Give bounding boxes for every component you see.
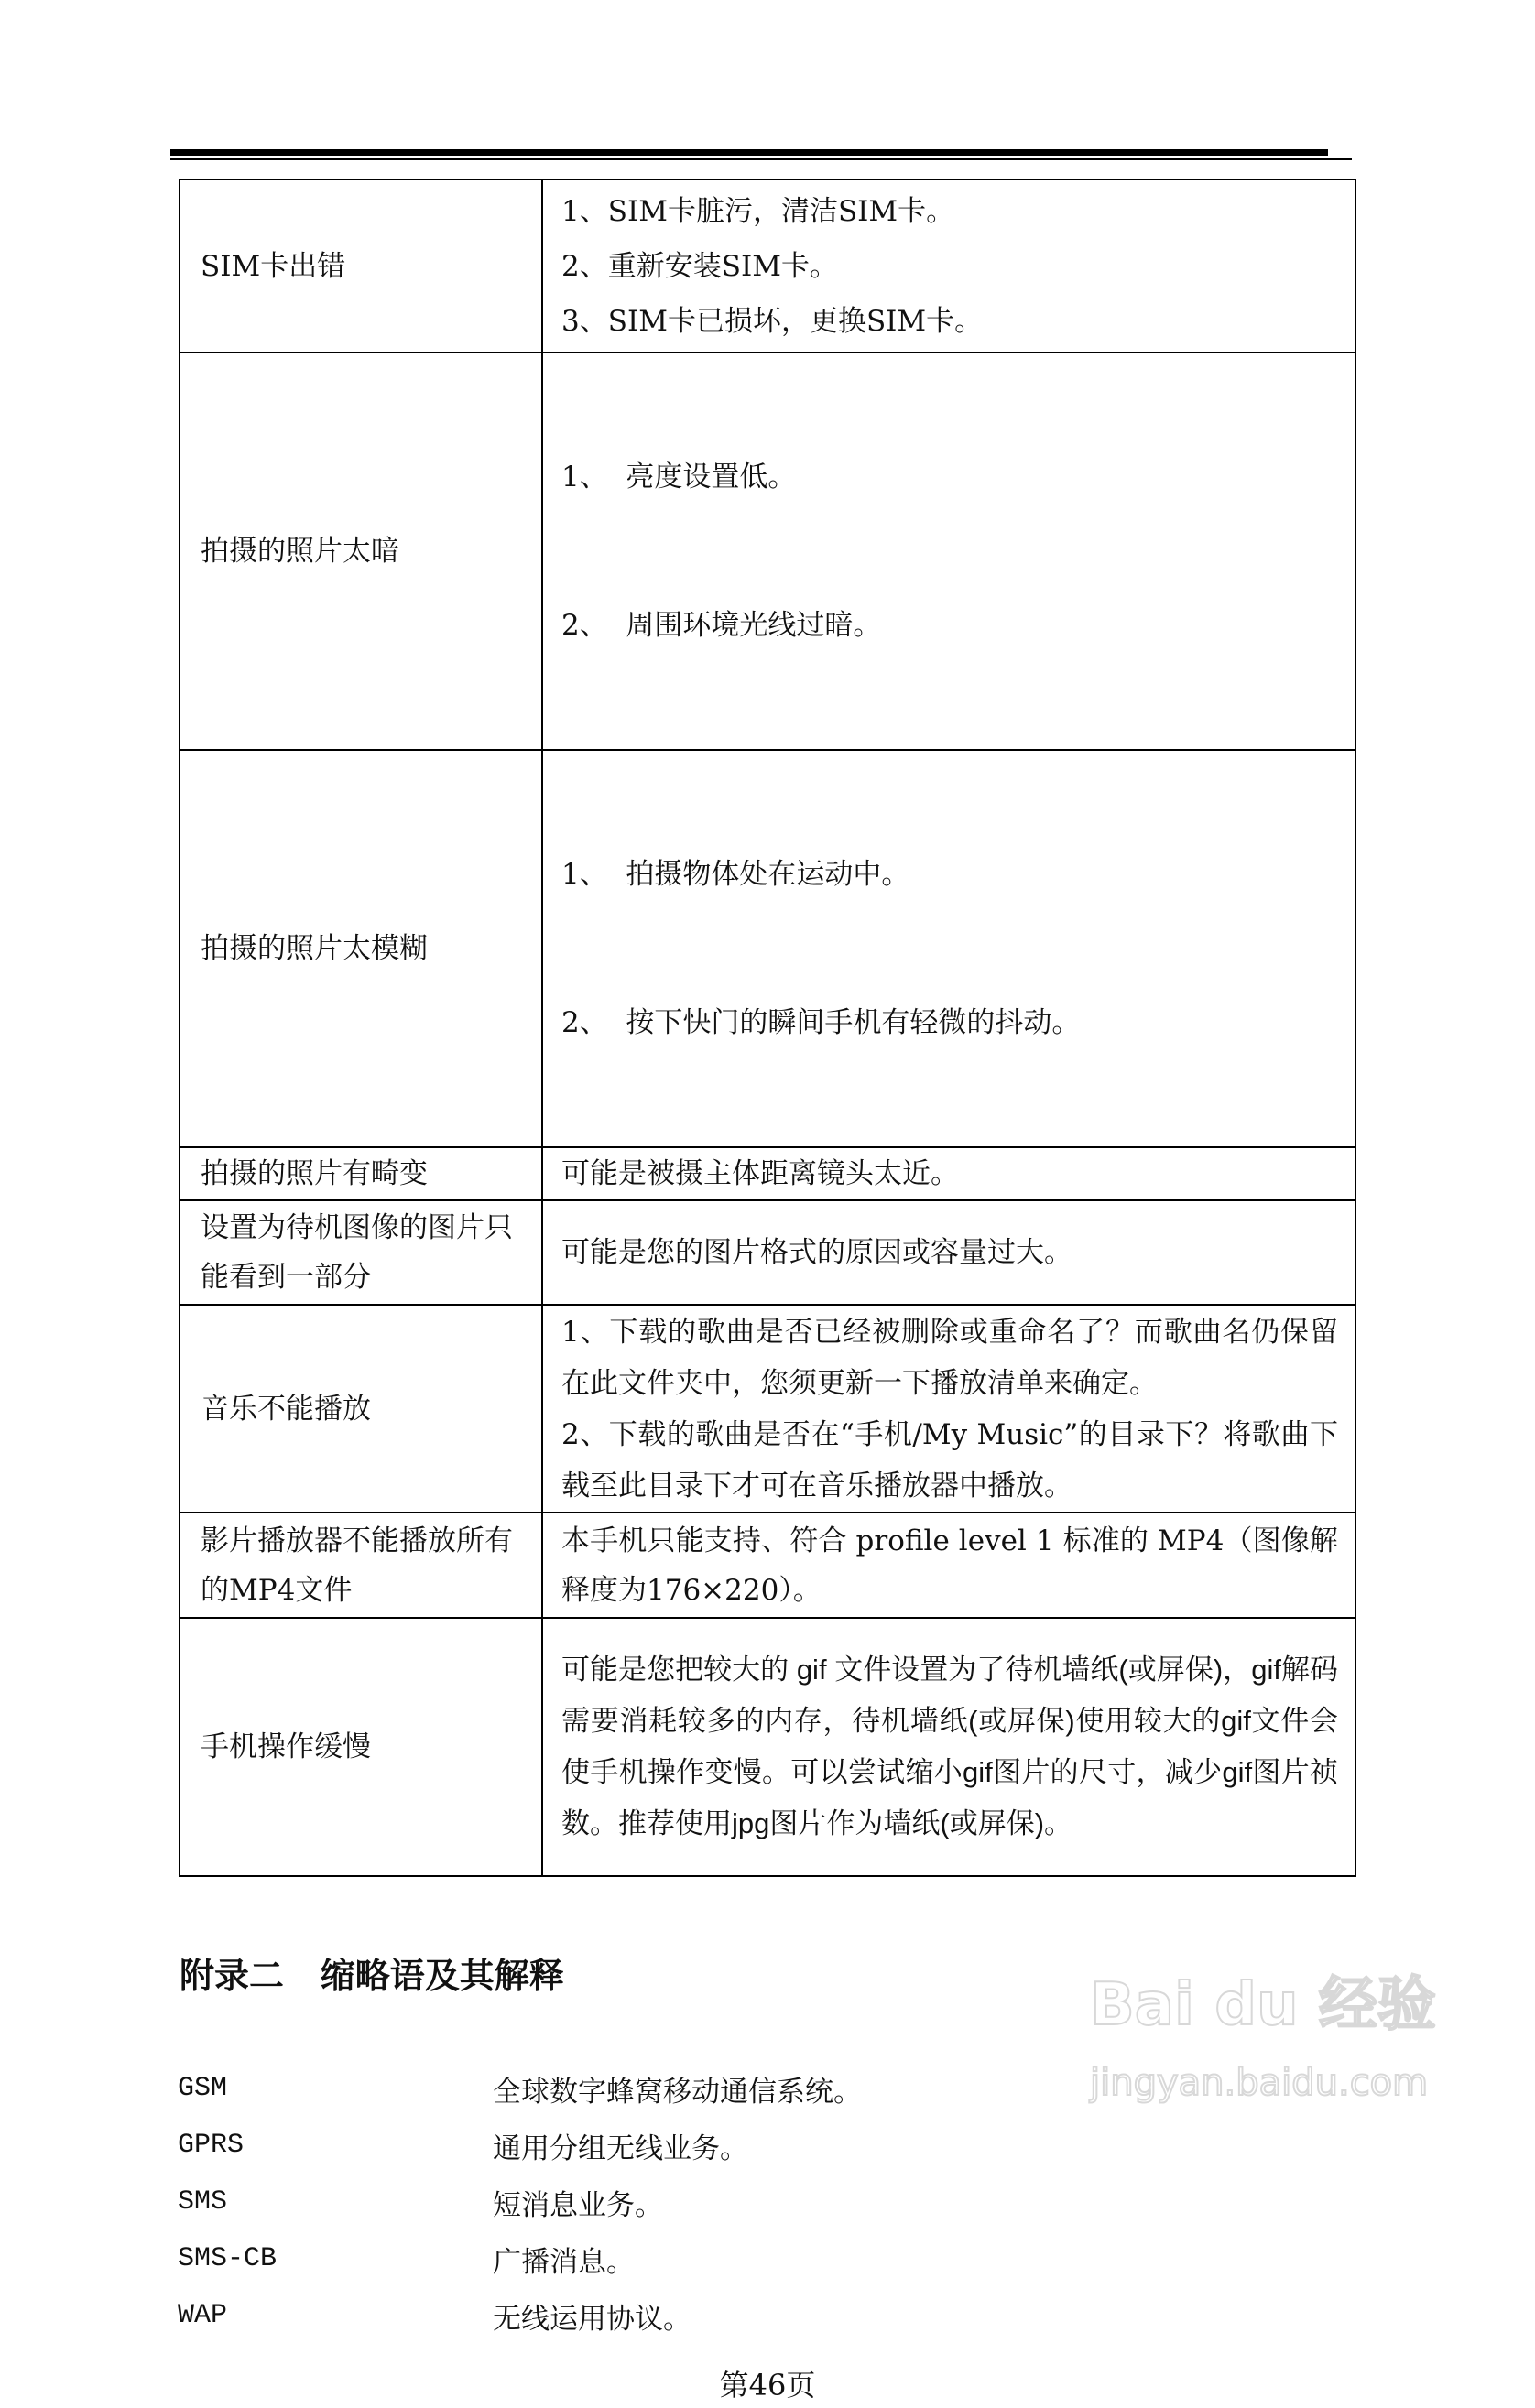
abbreviation: SMS-CB <box>178 2243 278 2274</box>
baidu-watermark-logo <box>1090 1950 1475 2133</box>
table-row <box>180 1200 1355 1305</box>
problem-cell: SIM卡出错 <box>180 179 542 353</box>
solution-cell: 可能是被摄主体距离镜头太近。 <box>542 1147 1355 1200</box>
solution-cell: 本手机只能支持、符合 profile level 1 标准的 MP4（图像解释度为176×220）。 <box>542 1513 1355 1618</box>
list-item <box>178 2287 1535 2344</box>
problem-cell: 手机操作缓慢 <box>180 1618 542 1876</box>
solution-line: 3、SIM卡已损坏，更换SIM卡。 <box>561 304 984 338</box>
solution-line: 2、 周围环境光线过暗。 <box>561 609 882 642</box>
solution-cell: 可能是您的图片格式的原因或容量过大。 <box>542 1200 1355 1305</box>
solution-line: 1、 拍摄物体处在运动中。 <box>561 858 910 891</box>
troubleshooting-table <box>179 179 1356 1877</box>
problem-cell: 设置为待机图像的图片只能看到一部分 <box>180 1200 542 1305</box>
table-row <box>180 353 1355 750</box>
table-row <box>180 750 1355 1147</box>
watermark-url: jingyan.baidu.com <box>1090 2062 1429 2104</box>
abbreviation-meaning: 全球数字蜂窝移动通信系统。 <box>493 2075 862 2109</box>
appendix-heading: 附录二 缩略语及其解释 <box>180 1956 564 1996</box>
solution-line: 2、重新安装SIM卡。 <box>561 249 838 283</box>
solution-line: 2、下载的歌曲是否在“手机/My Music”的目录下？将歌曲下载至此目录下才可在音乐播放器中播放。 <box>561 1417 1338 1502</box>
watermark-brand: Bai du 经验 <box>1090 1971 1436 2039</box>
problem-cell: 拍摄的照片太暗 <box>180 353 542 750</box>
abbreviation: GPRS <box>178 2130 245 2161</box>
abbreviation: SMS <box>178 2186 228 2218</box>
table-row <box>180 179 1355 353</box>
problem-cell: 影片播放器不能播放所有的MP4文件 <box>180 1513 542 1618</box>
solution-cell <box>542 1305 1355 1513</box>
list-item <box>178 2174 1535 2230</box>
list-item <box>178 2230 1535 2287</box>
solution-line: 1、SIM卡脏污，清洁SIM卡。 <box>561 194 955 228</box>
abbreviation-meaning: 无线运用协议。 <box>493 2302 691 2336</box>
problem-cell: 拍摄的照片有畸变 <box>180 1147 542 1200</box>
solution-line: 2、 按下快门的瞬间手机有轻微的抖动。 <box>561 1006 1081 1039</box>
table-row <box>180 1305 1355 1513</box>
solution-cell <box>542 750 1355 1147</box>
abbreviation-meaning: 广播消息。 <box>493 2245 635 2279</box>
header-rule <box>170 149 1328 156</box>
problem-cell: 拍摄的照片太模糊 <box>180 750 542 1147</box>
solution-cell: 可能是您把较大的 gif 文件设置为了待机墙纸(或屏保)，gif解码需要消耗较多的内存，待机墙纸(或屏保)使用较大的gif文件会使手机操作变慢。可以尝试缩小gif图片的尺寸，减少gif图片祯数。推荐使用jpg图片作为墙纸(或屏保)。 <box>542 1618 1355 1876</box>
header-rule-thin <box>170 158 1352 160</box>
solution-line: 1、 亮度设置低。 <box>561 461 797 494</box>
table-row <box>180 1618 1355 1876</box>
abbreviation: WAP <box>178 2300 228 2331</box>
table-row <box>180 1147 1355 1200</box>
solution-cell <box>542 353 1355 750</box>
abbreviation-meaning: 通用分组无线业务。 <box>493 2131 748 2165</box>
abbreviation: GSM <box>178 2073 228 2104</box>
page-number: 第46页 <box>719 2368 816 2403</box>
solution-line: 1、下载的歌曲是否已经被删除或重命名了？而歌曲名仍保留在此文件夹中，您须更新一下播放清单来确定。 <box>561 1315 1338 1400</box>
solution-cell <box>542 179 1355 353</box>
problem-cell: 音乐不能播放 <box>180 1305 542 1513</box>
table-row <box>180 1513 1355 1618</box>
abbreviation-meaning: 短消息业务。 <box>493 2188 663 2222</box>
